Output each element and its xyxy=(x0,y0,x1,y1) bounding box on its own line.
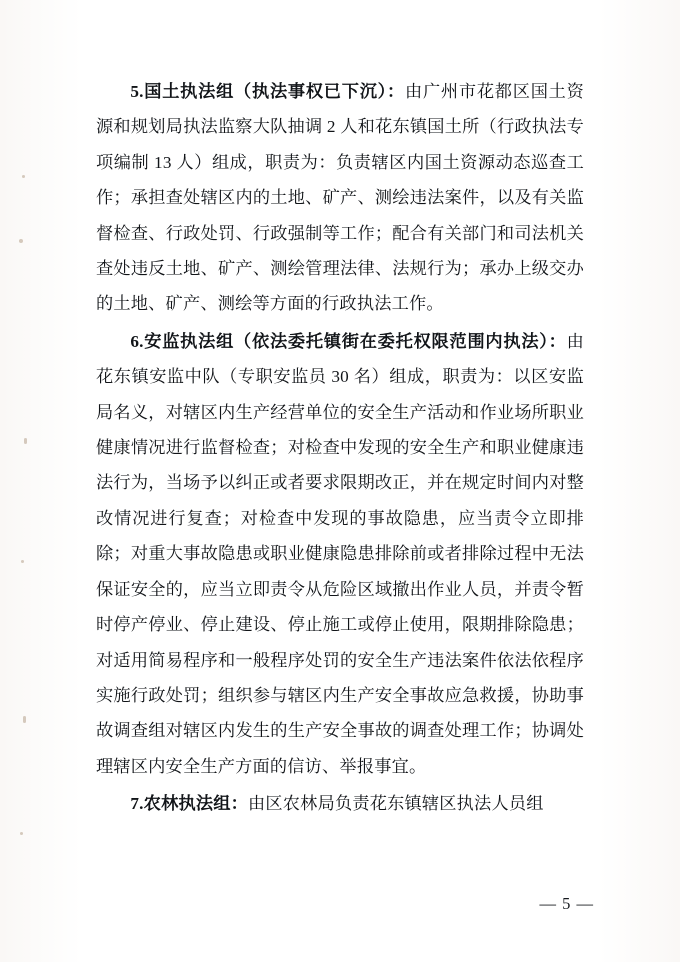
scan-speckle-mark xyxy=(23,716,26,723)
scan-speckle-mark xyxy=(21,560,24,563)
scan-speckle-mark xyxy=(24,438,27,444)
paragraph-text: 由花东镇安监中队（专职安监员 30 名）组成，职责为：以区安监局名义，对辖区内生产经营单位的安全生产活动和作业场所职业健康情况进行监督检查；对检查中发现的安全生产和职业健康违法行为，当场予以纠正或者要求限期改正，并在规定时间内对整改情况进行复查；对检查中发现的事故隐患，应当责令立即排除；对重大事故隐患或职业健康隐患排除前或者排除过程中无法保证安全的，应当立即责令从危险区域撤出作业人员，并责令暂时停产停业、停止建设、停止施工或停止使用，限期排除隐患；对适用简易程序和一般程序处罚的安全生产违法案件依法依程序实施行政处罚；组织参与辖区内生产安全事故应急救援，协助事故调查组对辖区内发生的生产安全事故的调查处理工作；协调处理辖区内安全生产方面的信访、举报事宜。 xyxy=(96,331,584,776)
paragraph-text: 由区农林局负责花东镇辖区执法人员组 xyxy=(248,794,544,814)
paragraph-item-7 xyxy=(96,786,584,821)
paragraph-heading: 5.国土执法组（执法事权已下沉）： xyxy=(130,82,405,101)
paragraph-heading: 7.农林执法组： xyxy=(130,794,249,814)
scan-speckle-mark xyxy=(20,832,23,835)
paragraph-heading: 6.安监执法组（依法委托镇街在委托权限范围内执法）： xyxy=(130,331,567,351)
scan-speckle-mark xyxy=(22,175,25,178)
document-body xyxy=(96,74,584,824)
paragraph-text: 由广州市花都区国土资源和规划局执法监察大队抽调 2 人和花东镇国土所（行政执法专项编制 13 人）组成，职责为：负责辖区内国土资源动态巡查工作；承担查处辖区内的土地、矿产、测绘违法案件，以及有关监督检查、行政处罚、行政强制等工作；配合有关部门和司法机关查处违反土地、矿产、测绘管理法律、法规行为；承办上级交办的土地、矿产、测绘等方面的行政执法工作。 xyxy=(96,82,584,314)
page-number: — 5 — xyxy=(539,894,594,913)
paragraph-item-5 xyxy=(96,74,584,322)
paragraph-item-6 xyxy=(96,324,584,784)
scan-speckle-mark xyxy=(19,239,23,243)
